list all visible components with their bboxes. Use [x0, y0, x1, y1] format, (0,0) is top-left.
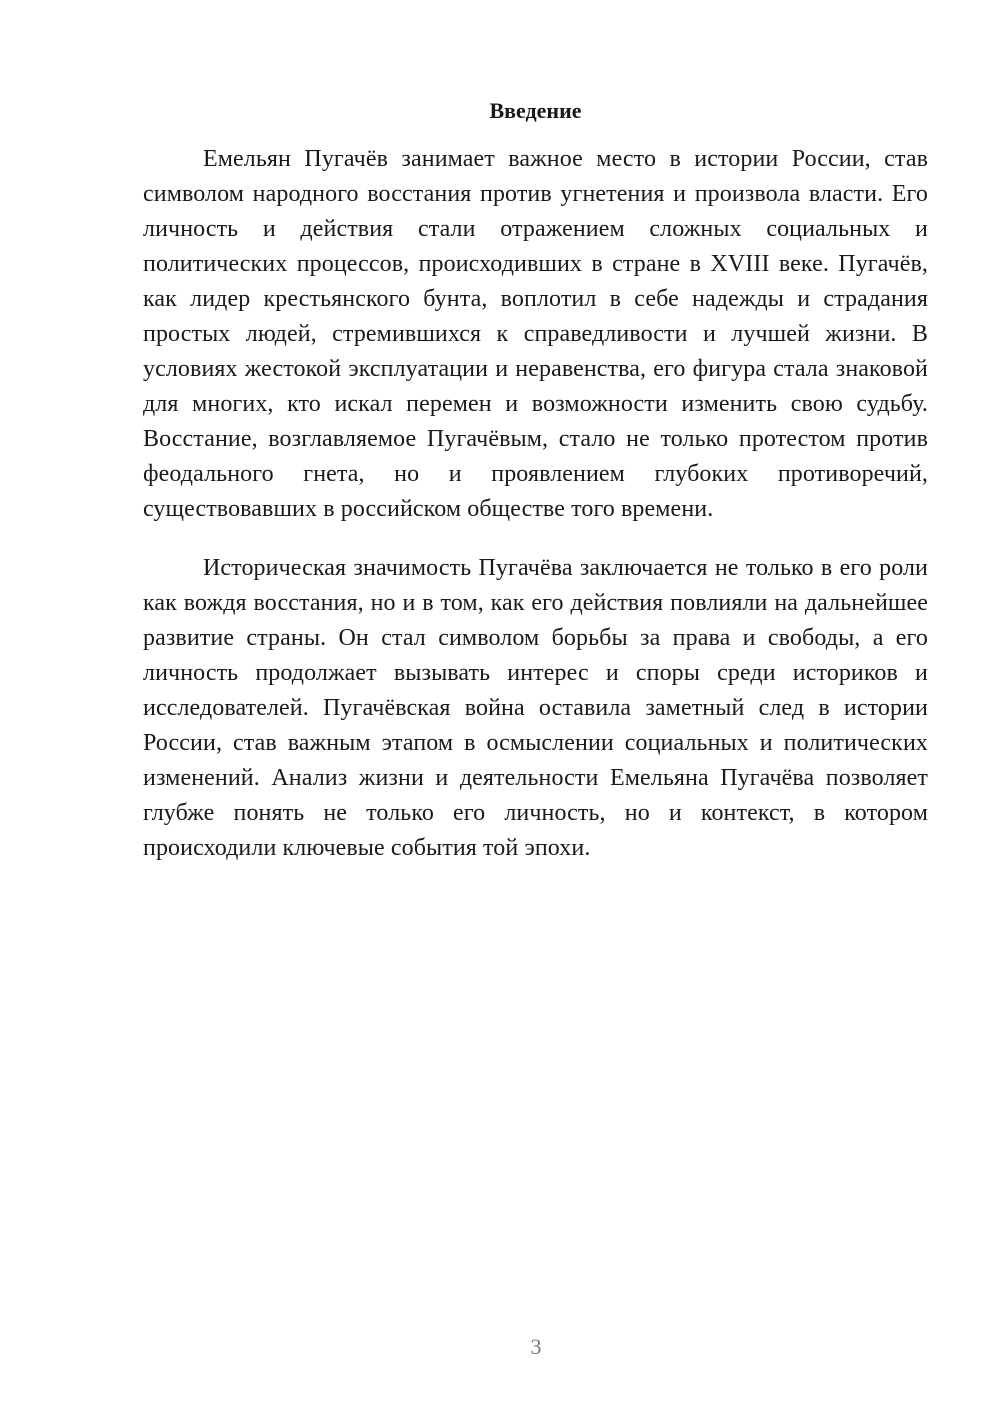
paragraph-2: Историческая значимость Пугачёва заключается не только в его роли как вождя восстания, но и в том, как его действия повлияли на дальнейшее развитие страны. Он стал символом борьбы за права и свободы, а его личность продолжает вызывать интерес и споры среди историков и исследователей. Пугачёвская война оставила заметный след в истории России, став важным этапом в осмыслении социальных и политических изменений. Анализ жизни и деятельности Емельяна Пугачёва позволяет глубже понять не только его личность, но и контекст, в котором происходили ключевые события той эпохи. — [143, 555, 928, 861]
section-heading: Введение — [489, 98, 582, 123]
page-number: 3 — [530, 1334, 542, 1359]
paragraph-1: Емельян Пугачёв занимает важное место в истории России, став символом народного восстания против угнетения и произвола власти. Его личность и действия стали отражением сложных социальных и политических процессов, происходивших в стране в XVIII веке. Пугачёв, как лидер крестьянского бунта, воплотил в себе надежды и страдания простых людей, стремившихся к справедливости и лучшей жизни. В условиях жестокой эксплуатации и неравенства, его фигура стала знаковой для многих, кто искал перемен и возможности изменить свою судьбу. Восстание, возглавляемое Пугачёвым, стало не только протестом против феодального гнета, но и проявлением глубоких противоречий, существовавших в российском обществе того времени. — [143, 146, 928, 522]
